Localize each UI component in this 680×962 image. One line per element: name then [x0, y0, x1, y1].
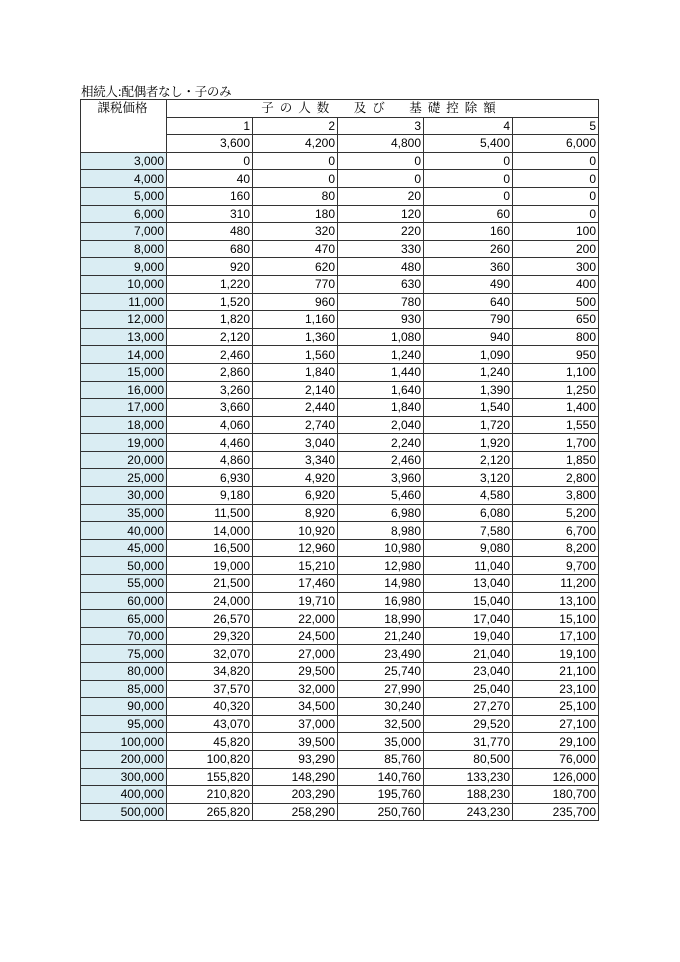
tax-amount-cell: 12,980 [338, 557, 424, 575]
tax-amount-cell: 1,840 [338, 399, 424, 417]
tax-amount-cell: 19,000 [167, 557, 253, 575]
tax-amount-cell: 1,240 [424, 363, 513, 381]
header-row-basic-deduction [81, 135, 599, 153]
tax-amount-cell: 19,710 [253, 592, 338, 610]
table-row [81, 768, 599, 786]
table-row [81, 328, 599, 346]
table-row [81, 363, 599, 381]
tax-amount-cell: 27,270 [424, 698, 513, 716]
tax-amount-cell: 11,200 [513, 575, 599, 593]
tax-amount-cell: 25,040 [424, 680, 513, 698]
tax-amount-cell: 27,990 [338, 680, 424, 698]
tax-amount-cell: 6,920 [253, 487, 338, 505]
taxable-price-cell: 6,000 [81, 205, 167, 223]
tax-amount-cell: 2,140 [253, 381, 338, 399]
tax-amount-cell: 930 [338, 311, 424, 329]
table-row [81, 803, 599, 821]
taxable-price-cell: 40,000 [81, 522, 167, 540]
tax-amount-cell: 490 [424, 275, 513, 293]
tax-amount-cell: 20 [338, 187, 424, 205]
tax-amount-cell: 4,460 [167, 434, 253, 452]
taxable-price-cell: 45,000 [81, 539, 167, 557]
tax-amount-cell: 85,760 [338, 750, 424, 768]
tax-amount-cell: 16,500 [167, 539, 253, 557]
taxable-price-cell: 20,000 [81, 451, 167, 469]
taxable-price-cell: 4,000 [81, 170, 167, 188]
tax-amount-cell: 470 [253, 240, 338, 258]
tax-amount-cell: 1,700 [513, 434, 599, 452]
tax-amount-cell: 1,090 [424, 346, 513, 364]
tax-amount-cell: 1,250 [513, 381, 599, 399]
taxable-price-header: 課税価格 [81, 100, 167, 118]
tax-amount-cell: 480 [167, 223, 253, 241]
tax-amount-cell: 24,500 [253, 627, 338, 645]
tax-amount-cell: 160 [167, 187, 253, 205]
tax-amount-cell: 620 [253, 258, 338, 276]
basic-deduction-cell: 3,600 [167, 135, 253, 153]
table-row [81, 557, 599, 575]
table-row [81, 275, 599, 293]
tax-amount-cell: 1,540 [424, 399, 513, 417]
tax-amount-cell: 76,000 [513, 750, 599, 768]
tax-amount-cell: 11,500 [167, 504, 253, 522]
tax-amount-cell: 4,580 [424, 487, 513, 505]
tax-amount-cell: 100 [513, 223, 599, 241]
table-row [81, 152, 599, 170]
tax-amount-cell: 27,100 [513, 715, 599, 733]
tax-amount-cell: 3,660 [167, 399, 253, 417]
tax-amount-cell: 10,980 [338, 539, 424, 557]
tax-amount-cell: 37,000 [253, 715, 338, 733]
tax-amount-cell: 21,240 [338, 627, 424, 645]
table-row [81, 663, 599, 681]
tax-amount-cell: 0 [513, 170, 599, 188]
tax-amount-cell: 3,260 [167, 381, 253, 399]
tax-amount-cell: 10,920 [253, 522, 338, 540]
taxable-price-cell: 55,000 [81, 575, 167, 593]
table-row [81, 381, 599, 399]
tax-amount-cell: 13,100 [513, 592, 599, 610]
taxable-price-cell: 19,000 [81, 434, 167, 452]
tax-amount-cell: 243,230 [424, 803, 513, 821]
tax-amount-cell: 140,760 [338, 768, 424, 786]
tax-amount-cell: 2,740 [253, 416, 338, 434]
tax-amount-cell: 21,500 [167, 575, 253, 593]
tax-amount-cell: 770 [253, 275, 338, 293]
taxable-price-cell: 9,000 [81, 258, 167, 276]
tax-amount-cell: 8,980 [338, 522, 424, 540]
tax-amount-cell: 19,100 [513, 645, 599, 663]
tax-amount-cell: 155,820 [167, 768, 253, 786]
tax-amount-cell: 203,290 [253, 786, 338, 804]
tax-amount-cell: 3,120 [424, 469, 513, 487]
tax-amount-cell: 17,040 [424, 610, 513, 628]
tax-amount-cell: 17,100 [513, 627, 599, 645]
tax-amount-cell: 0 [513, 205, 599, 223]
table-row [81, 733, 599, 751]
taxable-price-cell: 5,000 [81, 187, 167, 205]
taxable-price-cell: 8,000 [81, 240, 167, 258]
tax-amount-cell: 1,840 [253, 363, 338, 381]
table-row [81, 258, 599, 276]
tax-amount-cell: 0 [424, 152, 513, 170]
table-row [81, 627, 599, 645]
tax-amount-cell: 3,040 [253, 434, 338, 452]
tax-amount-cell: 35,000 [338, 733, 424, 751]
tax-amount-cell: 258,290 [253, 803, 338, 821]
table-row [81, 645, 599, 663]
table-row [81, 416, 599, 434]
tax-amount-cell: 6,980 [338, 504, 424, 522]
tax-amount-cell: 920 [167, 258, 253, 276]
tax-amount-cell: 1,390 [424, 381, 513, 399]
tax-amount-cell: 93,290 [253, 750, 338, 768]
tax-amount-cell: 11,040 [424, 557, 513, 575]
tax-amount-cell: 30,240 [338, 698, 424, 716]
tax-amount-cell: 32,500 [338, 715, 424, 733]
tax-amount-cell: 2,800 [513, 469, 599, 487]
taxable-price-cell: 85,000 [81, 680, 167, 698]
table-row [81, 487, 599, 505]
tax-amount-cell: 4,860 [167, 451, 253, 469]
tax-amount-cell: 0 [253, 152, 338, 170]
tax-amount-cell: 148,290 [253, 768, 338, 786]
taxable-price-cell: 15,000 [81, 363, 167, 381]
children-count-cell: 3 [338, 117, 424, 135]
inheritance-tax-table [80, 99, 599, 821]
table-row [81, 399, 599, 417]
tax-amount-cell: 14,000 [167, 522, 253, 540]
table-caption: 相続人:配偶者なし・子のみ [81, 84, 232, 99]
tax-amount-cell: 29,320 [167, 627, 253, 645]
tax-amount-cell: 630 [338, 275, 424, 293]
taxable-price-cell: 60,000 [81, 592, 167, 610]
children-count-cell: 5 [513, 117, 599, 135]
tax-amount-cell: 3,800 [513, 487, 599, 505]
tax-amount-cell: 960 [253, 293, 338, 311]
taxable-price-cell: 18,000 [81, 416, 167, 434]
header-row-title [81, 100, 599, 118]
tax-amount-cell: 21,100 [513, 663, 599, 681]
taxable-price-cell: 95,000 [81, 715, 167, 733]
tax-amount-cell: 26,570 [167, 610, 253, 628]
taxable-price-cell: 80,000 [81, 663, 167, 681]
tax-amount-cell: 15,040 [424, 592, 513, 610]
table-row [81, 750, 599, 768]
tax-amount-cell: 29,100 [513, 733, 599, 751]
tax-amount-cell: 80 [253, 187, 338, 205]
tax-amount-cell: 6,700 [513, 522, 599, 540]
tax-amount-cell: 24,000 [167, 592, 253, 610]
tax-amount-cell: 29,520 [424, 715, 513, 733]
tax-amount-cell: 15,210 [253, 557, 338, 575]
tax-amount-cell: 12,960 [253, 539, 338, 557]
taxable-price-cell: 25,000 [81, 469, 167, 487]
tax-amount-cell: 188,230 [424, 786, 513, 804]
table-row [81, 170, 599, 188]
tax-amount-cell: 3,960 [338, 469, 424, 487]
tax-amount-cell: 6,080 [424, 504, 513, 522]
tax-amount-cell: 133,230 [424, 768, 513, 786]
tax-amount-cell: 0 [338, 170, 424, 188]
tax-amount-cell: 1,520 [167, 293, 253, 311]
taxable-price-cell: 3,000 [81, 152, 167, 170]
tax-amount-cell: 1,720 [424, 416, 513, 434]
taxable-price-cell: 16,000 [81, 381, 167, 399]
tax-amount-cell: 180 [253, 205, 338, 223]
tax-amount-cell: 40 [167, 170, 253, 188]
taxable-price-cell: 90,000 [81, 698, 167, 716]
basic-deduction-cell: 4,800 [338, 135, 424, 153]
table-row [81, 539, 599, 557]
table-row [81, 311, 599, 329]
tax-amount-cell: 330 [338, 240, 424, 258]
children-deduction-header [167, 100, 599, 118]
tax-amount-cell: 9,080 [424, 539, 513, 557]
tax-amount-cell: 2,440 [253, 399, 338, 417]
tax-amount-cell: 2,460 [167, 346, 253, 364]
tax-amount-cell: 950 [513, 346, 599, 364]
taxable-price-cell: 500,000 [81, 803, 167, 821]
tax-amount-cell: 23,040 [424, 663, 513, 681]
tax-amount-cell: 34,500 [253, 698, 338, 716]
tax-amount-cell: 100,820 [167, 750, 253, 768]
tax-amount-cell: 480 [338, 258, 424, 276]
taxable-price-cell: 200,000 [81, 750, 167, 768]
taxable-price-cell: 7,000 [81, 223, 167, 241]
tax-amount-cell: 15,100 [513, 610, 599, 628]
tax-amount-cell: 0 [513, 187, 599, 205]
table-row [81, 205, 599, 223]
children-count-cell: 1 [167, 117, 253, 135]
tax-amount-cell: 1,160 [253, 311, 338, 329]
tax-amount-cell: 260 [424, 240, 513, 258]
tax-amount-cell: 680 [167, 240, 253, 258]
taxable-price-cell: 30,000 [81, 487, 167, 505]
tax-amount-cell: 310 [167, 205, 253, 223]
taxable-price-cell: 100,000 [81, 733, 167, 751]
tax-amount-cell: 2,860 [167, 363, 253, 381]
tax-amount-cell: 16,980 [338, 592, 424, 610]
table-row [81, 346, 599, 364]
tax-amount-cell: 235,700 [513, 803, 599, 821]
tax-amount-cell: 37,570 [167, 680, 253, 698]
tax-amount-cell: 1,640 [338, 381, 424, 399]
taxable-price-cell: 65,000 [81, 610, 167, 628]
tax-amount-cell: 1,920 [424, 434, 513, 452]
tax-amount-cell: 34,820 [167, 663, 253, 681]
table-row [81, 592, 599, 610]
tax-amount-cell: 3,340 [253, 451, 338, 469]
tax-amount-cell: 9,700 [513, 557, 599, 575]
tax-amount-cell: 2,460 [338, 451, 424, 469]
taxable-price-cell: 300,000 [81, 768, 167, 786]
tax-amount-cell: 180,700 [513, 786, 599, 804]
table-row [81, 434, 599, 452]
tax-amount-cell: 1,850 [513, 451, 599, 469]
tax-amount-cell: 320 [253, 223, 338, 241]
tax-amount-cell: 23,490 [338, 645, 424, 663]
tax-amount-cell: 300 [513, 258, 599, 276]
tax-amount-cell: 1,080 [338, 328, 424, 346]
taxable-price-cell: 70,000 [81, 627, 167, 645]
table-row [81, 680, 599, 698]
tax-amount-cell: 13,040 [424, 575, 513, 593]
basic-deduction-cell: 6,000 [513, 135, 599, 153]
tax-amount-cell: 43,070 [167, 715, 253, 733]
tax-amount-cell: 40,320 [167, 698, 253, 716]
tax-amount-cell: 39,500 [253, 733, 338, 751]
tax-amount-cell: 80,500 [424, 750, 513, 768]
tax-amount-cell: 0 [338, 152, 424, 170]
tax-amount-cell: 32,000 [253, 680, 338, 698]
tax-amount-cell: 5,460 [338, 487, 424, 505]
tax-amount-cell: 1,560 [253, 346, 338, 364]
tax-amount-cell: 6,930 [167, 469, 253, 487]
tax-amount-cell: 0 [253, 170, 338, 188]
tax-amount-cell: 940 [424, 328, 513, 346]
table-row [81, 698, 599, 716]
tax-amount-cell: 500 [513, 293, 599, 311]
taxable-price-cell: 13,000 [81, 328, 167, 346]
tax-amount-cell: 780 [338, 293, 424, 311]
tax-amount-cell: 1,240 [338, 346, 424, 364]
tax-amount-cell: 2,240 [338, 434, 424, 452]
tax-amount-cell: 21,040 [424, 645, 513, 663]
tax-amount-cell: 25,740 [338, 663, 424, 681]
tax-amount-cell: 265,820 [167, 803, 253, 821]
corner-blank [81, 135, 167, 153]
taxable-price-cell: 14,000 [81, 346, 167, 364]
tax-amount-cell: 2,120 [167, 328, 253, 346]
tax-amount-cell: 400 [513, 275, 599, 293]
taxable-price-cell: 11,000 [81, 293, 167, 311]
tax-amount-cell: 220 [338, 223, 424, 241]
tax-amount-cell: 22,000 [253, 610, 338, 628]
corner-blank [81, 117, 167, 135]
children-deduction-header-text: 子の人数 及び 基礎控除額 [261, 100, 502, 116]
table-row [81, 451, 599, 469]
tax-amount-cell: 45,820 [167, 733, 253, 751]
tax-amount-cell: 9,180 [167, 487, 253, 505]
table-row [81, 223, 599, 241]
tax-amount-cell: 790 [424, 311, 513, 329]
children-count-cell: 2 [253, 117, 338, 135]
tax-amount-cell: 19,040 [424, 627, 513, 645]
tax-amount-cell: 32,070 [167, 645, 253, 663]
tax-amount-cell: 120 [338, 205, 424, 223]
tax-amount-cell: 0 [424, 187, 513, 205]
tax-amount-cell: 1,400 [513, 399, 599, 417]
taxable-price-cell: 10,000 [81, 275, 167, 293]
tax-amount-cell: 7,580 [424, 522, 513, 540]
table-row [81, 575, 599, 593]
table-row [81, 715, 599, 733]
taxable-price-cell: 50,000 [81, 557, 167, 575]
tax-amount-cell: 1,550 [513, 416, 599, 434]
basic-deduction-cell: 4,200 [253, 135, 338, 153]
tax-amount-cell: 14,980 [338, 575, 424, 593]
tax-amount-cell: 1,360 [253, 328, 338, 346]
tax-amount-cell: 0 [424, 170, 513, 188]
tax-amount-cell: 640 [424, 293, 513, 311]
header-row-children-count [81, 117, 599, 135]
tax-amount-cell: 160 [424, 223, 513, 241]
taxable-price-cell: 35,000 [81, 504, 167, 522]
tax-amount-cell: 8,920 [253, 504, 338, 522]
table-row [81, 786, 599, 804]
table-row [81, 240, 599, 258]
table-row [81, 522, 599, 540]
tax-amount-cell: 1,220 [167, 275, 253, 293]
tax-amount-cell: 195,760 [338, 786, 424, 804]
tax-amount-cell: 17,460 [253, 575, 338, 593]
tax-amount-cell: 29,500 [253, 663, 338, 681]
tax-amount-cell: 1,820 [167, 311, 253, 329]
taxable-price-cell: 12,000 [81, 311, 167, 329]
tax-amount-cell: 60 [424, 205, 513, 223]
tax-amount-cell: 0 [167, 152, 253, 170]
tax-amount-cell: 18,990 [338, 610, 424, 628]
tax-amount-cell: 2,120 [424, 451, 513, 469]
table-row [81, 293, 599, 311]
children-count-cell: 4 [424, 117, 513, 135]
tax-amount-cell: 23,100 [513, 680, 599, 698]
tax-amount-cell: 250,760 [338, 803, 424, 821]
taxable-price-cell: 17,000 [81, 399, 167, 417]
basic-deduction-cell: 5,400 [424, 135, 513, 153]
tax-amount-cell: 5,200 [513, 504, 599, 522]
tax-amount-cell: 1,440 [338, 363, 424, 381]
table-row [81, 610, 599, 628]
tax-amount-cell: 360 [424, 258, 513, 276]
tax-amount-cell: 2,040 [338, 416, 424, 434]
table-row [81, 187, 599, 205]
taxable-price-cell: 400,000 [81, 786, 167, 804]
tax-amount-cell: 25,100 [513, 698, 599, 716]
tax-amount-cell: 210,820 [167, 786, 253, 804]
tax-amount-cell: 4,060 [167, 416, 253, 434]
tax-amount-cell: 31,770 [424, 733, 513, 751]
table-row [81, 469, 599, 487]
tax-amount-cell: 4,920 [253, 469, 338, 487]
tax-amount-cell: 650 [513, 311, 599, 329]
tax-amount-cell: 1,100 [513, 363, 599, 381]
tax-amount-cell: 27,000 [253, 645, 338, 663]
tax-amount-cell: 200 [513, 240, 599, 258]
tax-amount-cell: 126,000 [513, 768, 599, 786]
tax-amount-cell: 8,200 [513, 539, 599, 557]
tax-amount-cell: 0 [513, 152, 599, 170]
taxable-price-cell: 75,000 [81, 645, 167, 663]
tax-amount-cell: 800 [513, 328, 599, 346]
table-row [81, 504, 599, 522]
